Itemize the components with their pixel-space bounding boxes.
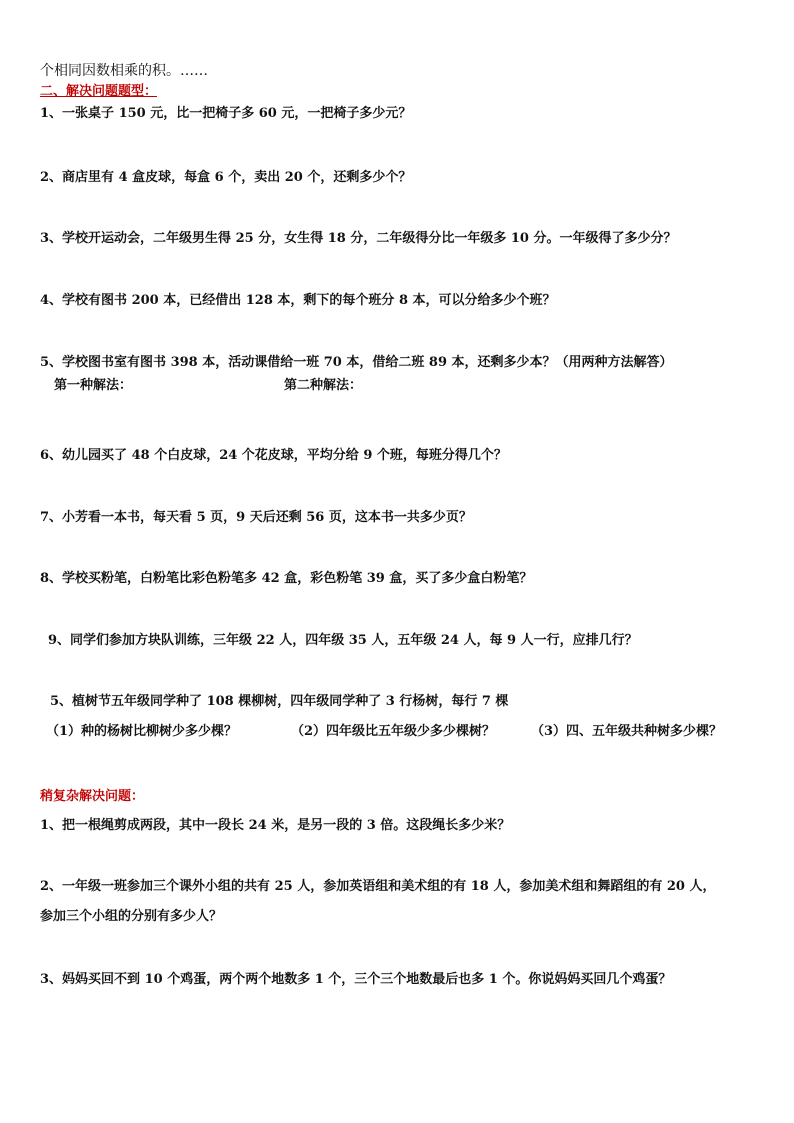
question-7: 7、小芳看一本书，每天看 5 页，9 天后还剩 56 页，这本书一共多少页？: [40, 510, 472, 525]
question-5: 5、学校图书室有图书 398 本，活动课借给一班 70 本，借给二班 89 本，还剩多少本？（用两种方法解答）: [40, 355, 673, 370]
question-9: 9、同学们参加方块队训练，三年级 22 人，四年级 35 人，五年级 24 人，每 9 人一行，应排几行？: [48, 633, 638, 648]
section-heading-problems: 二、解决问题题型：: [40, 84, 158, 99]
question-6: 6、幼儿园买了 48 个白皮球，24 个花皮球，平均分给 9 个班，每班分得几个？: [40, 448, 507, 463]
section-heading-complex-problems: 稍复杂解决问题：: [40, 789, 145, 804]
complex-question-3: 3、妈妈买回不到 10 个鸡蛋，两个两个地数多 1 个，三个三个地数最后也多 1 个。你说妈妈买回几个鸡蛋？: [40, 972, 672, 987]
question-8: 8、学校买粉笔，白粉笔比彩色粉笔多 42 盒，彩色粉笔 39 盒，买了多少盒白粉笔？: [40, 571, 533, 586]
method-1-label: 第一种解法：: [54, 378, 133, 393]
question-2: 2、商店里有 4 盒皮球，每盒 6 个，卖出 20 个，还剩多少个？: [40, 170, 412, 185]
question-10-part-1: （1）种的杨树比柳树少多少棵？: [46, 724, 238, 739]
intro-text: 个相同因数相乘的积。……: [40, 63, 208, 79]
question-4: 4、学校有图书 200 本，已经借出 128 本，剩下的每个班分 8 本，可以分给多少个班？: [40, 293, 556, 308]
question-3: 3、学校开运动会，二年级男生得 25 分，女生得 18 分，二年级得分比一年级多 10 分。一年级得了多少分？: [40, 231, 677, 246]
complex-question-1: 1、把一根绳剪成两段，其中一段长 24 米，是另一段的 3 倍。这段绳长多少米？: [40, 818, 511, 833]
complex-question-2-line-2: 参加三个小组的分别有多少人？: [40, 909, 223, 924]
question-10: 5、植树节五年级同学种了 108 棵柳树，四年级同学种了 3 行杨树，每行 7 棵: [50, 694, 509, 709]
question-10-part-3: （3）四、五年级共种树多少棵？: [531, 724, 723, 739]
complex-question-2-line-1: 2、一年级一班参加三个课外小组的共有 25 人，参加英语组和美术组的有 18 人，参加美术组和舞蹈组的有 20 人，: [40, 879, 716, 894]
method-2-label: 第二种解法：: [284, 378, 363, 393]
question-1: 1、一张桌子 150 元，比一把椅子多 60 元，一把椅子多少元？: [40, 106, 412, 121]
question-10-part-2: （2）四年级比五年级少多少棵树？: [291, 724, 496, 739]
